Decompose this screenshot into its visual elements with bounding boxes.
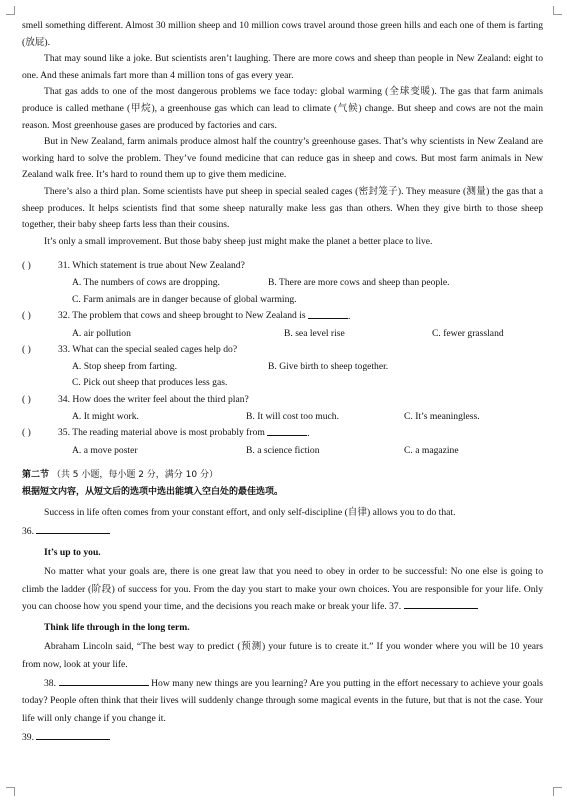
question-32-options: [22, 326, 543, 343]
document-page: [22, 18, 543, 747]
question-stem: 35. The reading material above is most probably from: [58, 427, 265, 439]
option-c[interactable]: C. Pick out sheep that produces less gas.: [72, 377, 228, 389]
blank-39: [22, 729, 543, 747]
option-a[interactable]: A. air pollution: [72, 327, 131, 339]
corner-mark-top-left: [6, 6, 15, 15]
answer-line-37[interactable]: [404, 598, 478, 609]
question-33-options-row-1: [22, 359, 543, 376]
question-31-options-row-2: [22, 292, 543, 309]
question-35: [22, 425, 543, 443]
passage-paragraph-1: smell something different. Almost 30 million sheep and 10 million cows travel around those green hills and each one of them is farting (放屁).: [22, 20, 543, 48]
passage-paragraph-4: But in New Zealand, farm animals produce almost half the country’s greenhouse gases. That’s why scientists in New Zealand are working hard to solve the problem. They’ve found medicine that can reduce gas in sheep and cows. But most farm animals in New Zealand walk free. It’s hard to round them up to give them medicine.: [22, 136, 543, 181]
question-stem: 31. Which statement is true about New Zealand?: [58, 260, 245, 272]
answer-bracket[interactable]: ( ): [22, 260, 31, 272]
question-31: [22, 258, 543, 275]
cloze-paragraph-3: [22, 675, 543, 727]
answer-line-36[interactable]: [36, 523, 110, 534]
passage-paragraph-6: It’s only a small improvement. But those baby sheep just might make the planet a better place to live.: [44, 235, 433, 247]
corner-mark-top-right: [553, 6, 562, 15]
question-stem: 33. What can the special sealed cages help do?: [58, 344, 238, 356]
corner-mark-bottom-left: [6, 787, 15, 796]
answer-bracket[interactable]: ( ): [22, 394, 31, 406]
option-c[interactable]: C. Farm animals are in danger because of global warming.: [72, 293, 297, 305]
option-a[interactable]: A. It might work.: [72, 410, 139, 422]
question-34-options: [22, 409, 543, 426]
corner-mark-bottom-right: [553, 787, 562, 796]
blank-36: [22, 523, 543, 541]
blank-number: 36.: [22, 526, 34, 538]
cloze-intro: Success in life often comes from your constant effort, and only self-discipline (自律) allows you to do that.: [44, 506, 456, 518]
blank-number: 39.: [22, 732, 34, 744]
question-35-options: [22, 443, 543, 460]
question-34: [22, 392, 543, 409]
spacer: [22, 459, 543, 467]
answer-bracket[interactable]: ( ): [22, 310, 31, 322]
spacer: [22, 250, 543, 258]
answer-blank[interactable]: .: [265, 425, 310, 443]
option-b[interactable]: B. Give birth to sheep together.: [268, 360, 389, 372]
section-heading: [22, 467, 543, 484]
section-instruction: 根据短文内容，从短文后的选项中选出能填入空白处的最佳选项。: [22, 487, 284, 498]
answer-bracket[interactable]: ( ): [22, 427, 31, 439]
paragraph-text: No matter what your goals are, there is one great law that you need to obey in order to be successful: No one else is going to climb the ladder (阶段) of success for you. From the day you start to make your own choices. You are responsible for your life. Only you can choose how you spend your time, and the decisions you reach make or break your life. 37.: [22, 566, 543, 613]
cloze-paragraph-2: Abraham Lincoln said, “The best way to predict (预测) your future is to create it.” If you wonder where you will be 10 years from now, look at your life.: [22, 641, 543, 670]
answer-line-39[interactable]: [36, 729, 110, 740]
question-stem: 34. How does the writer feel about the third plan?: [58, 394, 249, 406]
blank-number: 38.: [44, 678, 56, 690]
option-b[interactable]: B. There are more cows and sheep than people.: [268, 276, 450, 288]
option-a[interactable]: A. a move poster: [72, 444, 138, 456]
option-b[interactable]: B. a science fiction: [246, 444, 320, 456]
answer-bracket[interactable]: ( ): [22, 344, 31, 356]
option-a[interactable]: A. The numbers of cows are dropping.: [72, 276, 220, 288]
option-a[interactable]: A. Stop sheep from farting.: [72, 360, 177, 372]
question-33-options-row-2: [22, 375, 543, 392]
option-c[interactable]: C. It’s meaningless.: [404, 410, 480, 422]
option-b[interactable]: B. It will cost too much.: [246, 410, 340, 422]
section-score: （共 5 小题，每小题 2 分，满分 10 分）: [51, 470, 218, 481]
subheading-1: It’s up to you.: [44, 546, 101, 558]
question-31-options-row-1: [22, 275, 543, 292]
answer-line-38[interactable]: [59, 675, 149, 686]
question-33: [22, 342, 543, 359]
option-c[interactable]: C. a magazine: [404, 444, 459, 456]
answer-blank[interactable]: .: [306, 308, 351, 326]
section-title: 第二节: [22, 470, 50, 481]
cloze-paragraph-1: [22, 563, 543, 615]
passage-paragraph-5: There’s also a third plan. Some scientists have put sheep in special sealed cages (密封笼子). They measure (测量) the gas that a sheep produces. It helps scientists find that some sheep naturally make less gas than others. When they give birth to those sheep together, their baby sheep farts less than their cousins.: [22, 185, 543, 231]
subheading-2: Think life through in the long term.: [44, 621, 190, 633]
passage-paragraph-2: That may sound like a joke. But scientists aren’t laughing. There are more cows and sheep than people in New Zealand: eight to one. And these animals fart more than 4 million tons of gas every year.: [22, 53, 543, 81]
question-stem: 32. The problem that cows and sheep brought to New Zealand is: [58, 310, 306, 322]
option-c[interactable]: C. fewer grassland: [432, 327, 504, 339]
passage-paragraph-3: That gas adds to one of the most dangerous problems we face today: global warming (全球变暖). The gas that farm animals produce is called methane (甲烷), a greenhouse gas which can lead to climate (气候) change. But sheep and cows are not the main reason. Most greenhouse gases are produced by factories and cars.: [22, 86, 543, 131]
question-32: [22, 308, 543, 326]
paragraph-text: How many new things are you learning? Are you putting in the effort necessary to achieve your goals today? People often think that their lives will suddenly change through some magical events in the future, but that is not the case. Your life will only change if you change it.: [22, 678, 544, 724]
option-b[interactable]: B. sea level rise: [284, 327, 345, 339]
